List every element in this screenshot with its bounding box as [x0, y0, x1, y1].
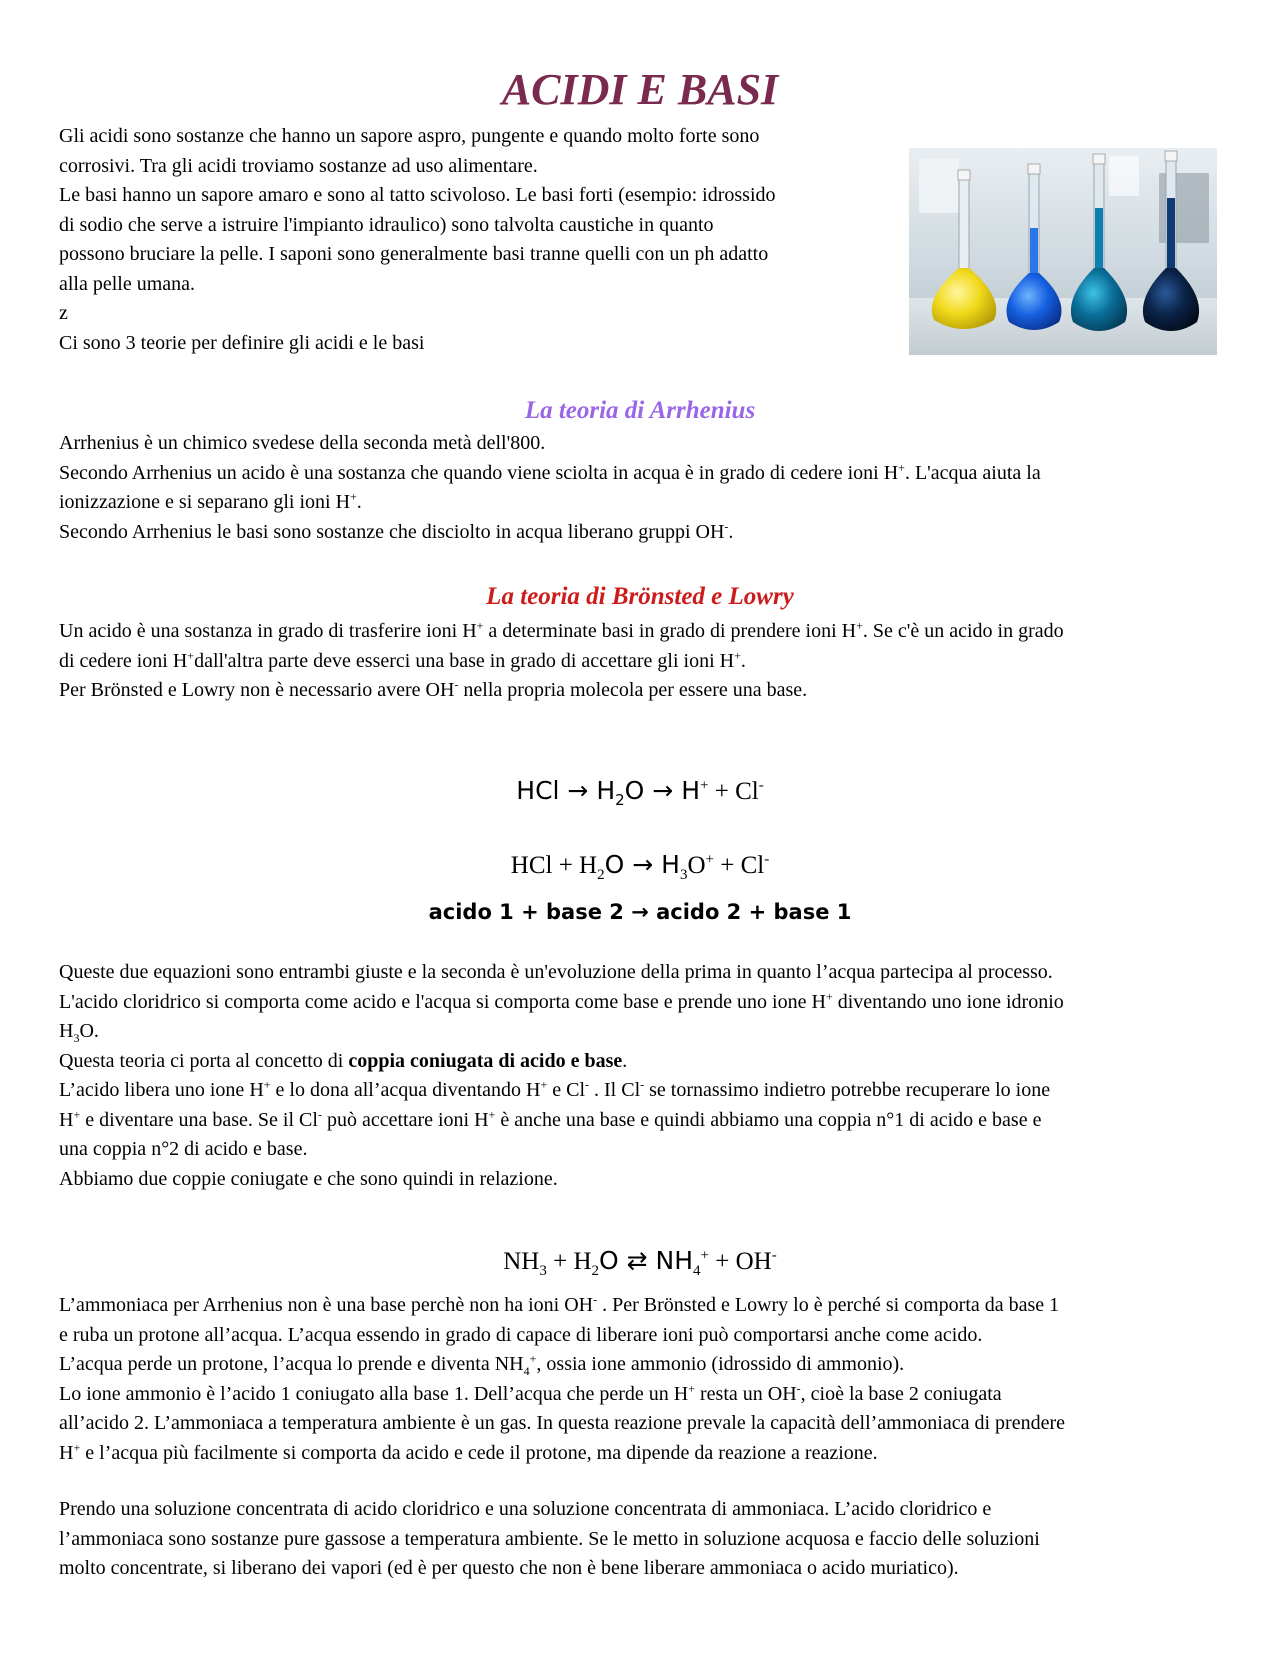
explanation-line: H+ e diventare una base. Se il Cl- può accettare ioni H+ è anche una base e quindi abbiamo una coppia n°1 di acido e base e [59, 1106, 1042, 1131]
intro-paragraph [59, 122, 889, 358]
intro-line: possono bruciare la pelle. I saponi sono generalmente basi tranne quelli con un ph adatto [59, 243, 769, 265]
equation-label: acido 1 + base 2 → acido 2 + base 1 [428, 900, 852, 924]
arrhenius-line: Arrhenius è un chimico svedese della seconda metà dell'800. [59, 432, 546, 454]
intro-line: Gli acidi sono sostanze che hanno un sapore aspro, pungente e quando molto forte sono [59, 125, 760, 147]
bronsted-line: Per Brönsted e Lowry non è necessario avere OH- nella propria molecola per essere una base. [59, 677, 808, 701]
flasks-photo [909, 148, 1217, 355]
equation-3: $NH_3 + H_2O$ ⇄ $NH_4^+ + OH^-$ [503, 1246, 777, 1279]
flasks-photo-icon [909, 148, 1217, 355]
ammonia-line: L’ammoniaca per Arrhenius non è una base perchè non ha ioni OH- . Per Brönsted e Lowry lo è perché si comporta da base 1 [59, 1292, 1060, 1316]
bronsted-line: Un acido è una sostanza in grado di trasferire ioni H+ a determinate basi in grado di prendere ioni H+. Se c'è un acido in grado [59, 618, 1064, 642]
page-title: ACIDI E BASI [501, 65, 779, 114]
ammonia-line: L’acqua perde un protone, l’acqua lo prende e diventa $NH_4^+$, ossia ione ammonio (idrossido di ammonio). [59, 1351, 905, 1378]
arrhenius-paragraph [59, 429, 1229, 547]
final-line: l’ammoniaca sono sostanze pure gassose a temperatura ambiente. Se le metto in soluzione acquosa e faccio delle soluzioni [59, 1527, 1040, 1550]
intro-line: Ci sono 3 teorie per definire gli acidi e le basi [59, 331, 425, 354]
arrhenius-line: Secondo Arrhenius le basi sono sostanze che disciolto in acqua liberano gruppi OH-. [59, 518, 734, 543]
final-line: Prendo una soluzione concentrata di acido cloridrico e una soluzione concentrata di ammoniaca. L’acido cloridrico e [59, 1498, 992, 1520]
intro-line: corrosivi. Tra gli acidi troviamo sostanze ad uso alimentare. [59, 154, 538, 177]
bronsted-line: di cedere ioni H+dall'altra parte deve esserci una base in grado di accettare gli ioni H+. [59, 647, 746, 672]
arrhenius-line: ionizzazione e si separano gli ioni H+. [59, 489, 362, 513]
intro-line: Le basi hanno un sapore amaro e sono al tatto scivoloso. Le basi forti (esempio: idrossido [59, 184, 776, 206]
explanation-paragraph [59, 958, 1229, 1194]
intro-line: alla pelle umana. [59, 272, 196, 295]
bold-term: coppia coniugata di acido e base [348, 1049, 623, 1072]
ammonia-paragraph [59, 1291, 1229, 1468]
intro-line: di sodio che serve a istruire l'impianto idraulico) sono talvolta caustiche in quanto [59, 213, 714, 236]
intro-line: z [59, 302, 68, 324]
explanation-line: una coppia n°2 di acido e base. [59, 1138, 308, 1160]
ammonia-line: all’acido 2. L’ammoniaca a temperatura ambiente è un gas. In questa reazione prevale la capacità dell’ammoniaca di prendere [59, 1412, 1065, 1434]
explanation-line: $H_3O$. [59, 1020, 99, 1045]
explanation-line: Questa teoria ci porta al concetto di coppia coniugata di acido e base. [59, 1049, 628, 1072]
heading-arrhenius: La teoria di Arrhenius [524, 397, 756, 424]
ammonia-line: Lo ione ammonio è l’acido 1 coniugato alla base 1. Dell’acqua che perde un H+ resta un OH-, cioè la base 2 coniugata [59, 1380, 1002, 1405]
explanation-line: Queste due equazioni sono entrambi giuste e la seconda è un'evoluzione della prima in quanto l’acqua partecipa al processo. [59, 961, 1053, 983]
bronsted-paragraph [59, 617, 1229, 706]
heading-bronsted-lowry: La teoria di Brönsted e Lowry [486, 583, 794, 610]
ammonia-line: H+ e l’acqua più facilmente si comporta da acido e cede il protone, ma dipende da reazione a reazione. [59, 1439, 878, 1464]
explanation-line: L’acido libera uno ione H+ e lo dona all’acqua diventando H+ e Cl- . Il Cl- se tornassimo indietro potrebbe recuperare lo ione [59, 1077, 1051, 1101]
ammonia-line: e ruba un protone all’acqua. L’acqua essendo in grado di capace di liberare ioni può comportarsi anche come acido. [59, 1323, 983, 1346]
final-line: molto concentrate, si liberano dei vapori (ed è per questo che non è bene liberare ammoniaca o acido muriatico). [59, 1557, 959, 1579]
final-paragraph [59, 1495, 1229, 1584]
explanation-line: L'acido cloridrico si comporta come acido e l'acqua si comporta come base e prende uno ione H+ diventando uno ione idronio [59, 988, 1064, 1013]
equation-1: HCl → $H_2O \to H^+ + Cl^-$ [516, 776, 764, 809]
arrhenius-line: Secondo Arrhenius un acido è una sostanza che quando viene sciolta in acqua è in grado di cedere ioni H+. L'acqua aiuta la [59, 459, 1041, 484]
equation-2: HCl + $H_2O \to H_3O^+ + Cl^-$ [510, 850, 770, 883]
explanation-line: Abbiamo due coppie coniugate e che sono quindi in relazione. [59, 1167, 558, 1190]
